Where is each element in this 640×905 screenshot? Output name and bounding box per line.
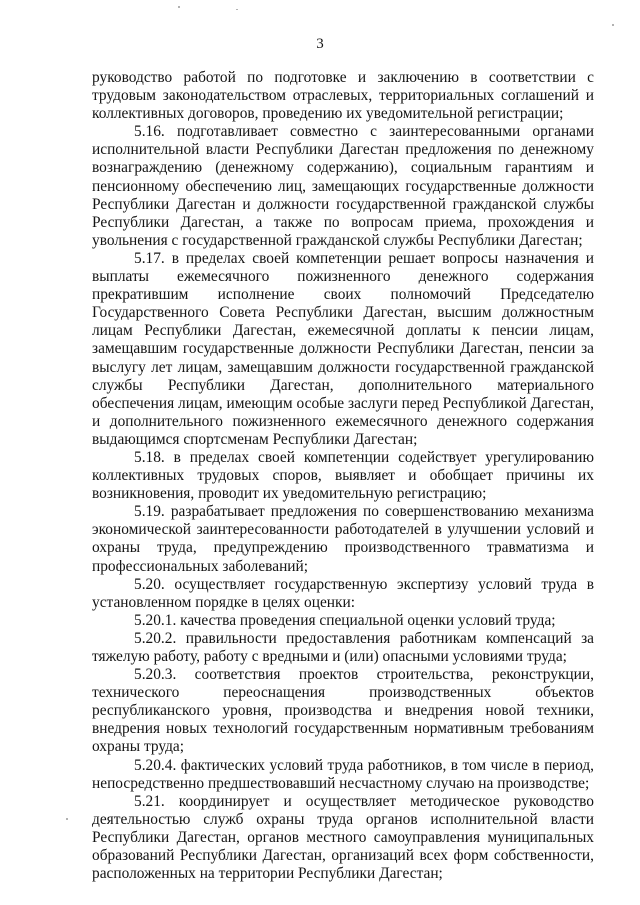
paragraph-5-17: 5.17. в пределах своей компетенции решает вопросы назначения и выплаты ежемесячного пожизненного денежного содержания прекратившим исполнение своих полномочий Председателю Государственного Совета Республики Дагестан, высшим должностным лицам Республики Дагестан, ежемесячной доплаты к пенсии лицам, замещавшим государственные должности Республики Дагестан, пенсии за выслугу лет лицам, замещавшим должности государственной гражданской службы Республики Дагестан, дополнительного материального обеспечения лицам, имеющим особые заслуги перед Республикой Дагестан, и дополнительного пожизненного ежемесячного денежного содержания выдающимся спортсменам Республики Дагестан; [92, 249, 594, 448]
scan-speck [178, 6, 180, 8]
paragraph-5-19: 5.19. разрабатывает предложения по совершенствованию механизма экономической заинтересованности работодателей в улучшении условий и охраны труда, предупреждению производственного травматизма и профессиональных заболеваний; [92, 503, 594, 575]
paragraph-5-18: 5.18. в пределах своей компетенции содействует урегулированию коллективных трудовых споров, выявляет и обобщает причины их возникновения, проводит их уведомительную регистрацию; [92, 448, 594, 503]
page-number: 3 [316, 36, 324, 52]
scan-speck [612, 24, 614, 26]
paragraph-5-16: 5.16. подготавливает совместно с заинтересованными органами исполнительной власти Республики Дагестан предложения по денежному вознаграждению (денежному содержанию), социальным гарантиям и пенсионному обеспечению лиц, замещающих государственные должности Республики Дагестан и должности государственной гражданской службы Республики Дагестан, а также по вопросам приема, прохождения и увольнения с государственной гражданской службы Республики Дагестан; [92, 123, 594, 249]
scan-speck [236, 9, 238, 10]
paragraph-5-20-1: 5.20.1. качества проведения специальной оценки условий труда; [134, 611, 556, 629]
scan-speck [66, 818, 68, 820]
paragraph-5-20: 5.20. осуществляет государственную экспертизу условий труда в установленном порядке в целях оценки: [92, 575, 594, 611]
paragraph-5-20-4: 5.20.4. фактических условий труда работников, в том числе в период, непосредственно предшествовавший несчастному случаю на производстве; [92, 756, 594, 792]
document-body [92, 69, 594, 883]
paragraph-5-20-3: 5.20.3. соответствия проектов строительства, реконструкции, технического переоснащения производственных объектов республиканского уровня, производства и внедрения новой техники, внедрения новых технологий государственным нормативным требованиям охраны труда; [92, 666, 594, 756]
paragraph-5-21: 5.21. координирует и осуществляет методическое руководство деятельностью служб охраны труда органов исполнительной власти Республики Дагестан, органов местного самоуправления муниципальных образований Республики Дагестан, организаций всех форм собственности, расположенных на территории Республики Дагестан; [92, 792, 594, 883]
paragraph-continuation: руководство работой по подготовке и заключению в соответствии с трудовым законодательством отраслевых, территориальных соглашений и коллективных договоров, проведению их уведомительной регистрации; [92, 69, 594, 123]
paragraph-5-20-2: 5.20.2. правильности предоставления работникам компенсаций за тяжелую работу, работу с вредными и (или) опасными условиями труда; [92, 629, 594, 665]
